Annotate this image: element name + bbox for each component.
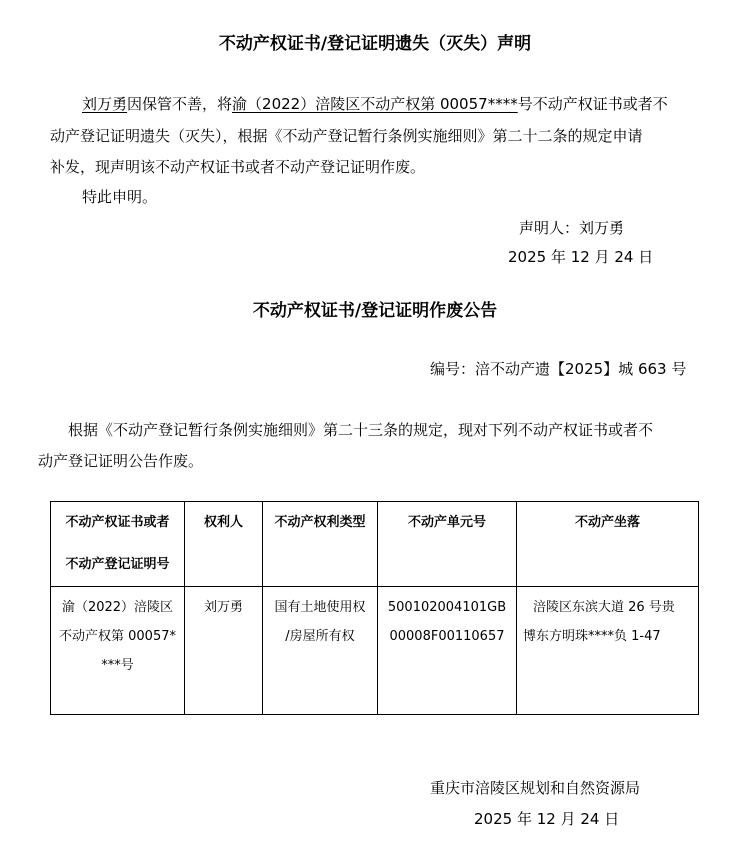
certificate-number: 渝（2022）涪陵区不动产权第 00057**** [232, 95, 518, 113]
header-certificate-number: 不动产权证书或者 不动产登记证明号 [51, 502, 185, 587]
declaration-line-2: 动产登记证明遗失（灭失），根据《不动产登记暂行条例实施细则》第二十二条的规定申请 [50, 127, 643, 145]
notice-number: 编号：涪不动产遗【2025】城 663 号 [430, 360, 687, 378]
table-header-row [51, 502, 699, 587]
header-unit-number: 不动产单元号 [378, 502, 517, 587]
notice-body-line-1: 根据《不动产登记暂行条例实施细则》第二十三条的规定，现对下列不动产权证书或者不 [68, 421, 654, 439]
cell-right-type: 国有土地使用权 /房屋所有权 [263, 587, 378, 715]
declaration-closing: 特此申明。 [82, 188, 158, 206]
declaration-text-a: 因保管不善，将 [127, 95, 233, 113]
notice-body-line-2: 动产登记证明公告作废。 [38, 452, 204, 470]
declaration-text-b: 号不动产权证书或者不 [517, 95, 668, 113]
cell-unit-number: 500102004101GB 00008F00110657 [378, 587, 517, 715]
cell-owner: 刘万勇 [185, 587, 263, 715]
invalidated-certificate-table [50, 501, 699, 715]
header-owner: 权利人 [185, 502, 263, 587]
declaration-signer: 声明人：刘万勇 [519, 219, 625, 237]
notice-issuer: 重庆市涪陵区规划和自然资源局 [430, 779, 641, 797]
declaration-date: 2025 年 12 月 24 日 [508, 248, 654, 266]
cell-certificate-number: 渝（2022）涪陵区 不动产权第 00057* ***号 [51, 587, 185, 715]
declaration-line-1 [82, 94, 668, 114]
declaration-line-3: 补发，现声明该不动产权证书或者不动产登记证明作废。 [50, 158, 426, 176]
notice-date: 2025 年 12 月 24 日 [474, 810, 620, 828]
table-row [51, 587, 699, 715]
declaration-title: 不动产权证书/登记证明遗失（灭失）声明 [218, 34, 532, 54]
header-location: 不动产坐落 [517, 502, 699, 587]
notice-title: 不动产权证书/登记证明作废公告 [252, 301, 498, 321]
cell-location: 涪陵区东滨大道 26 号贵 博东方明珠****负 1-47 [517, 587, 699, 715]
declarant-name: 刘万勇 [82, 95, 128, 113]
header-right-type: 不动产权利类型 [263, 502, 378, 587]
